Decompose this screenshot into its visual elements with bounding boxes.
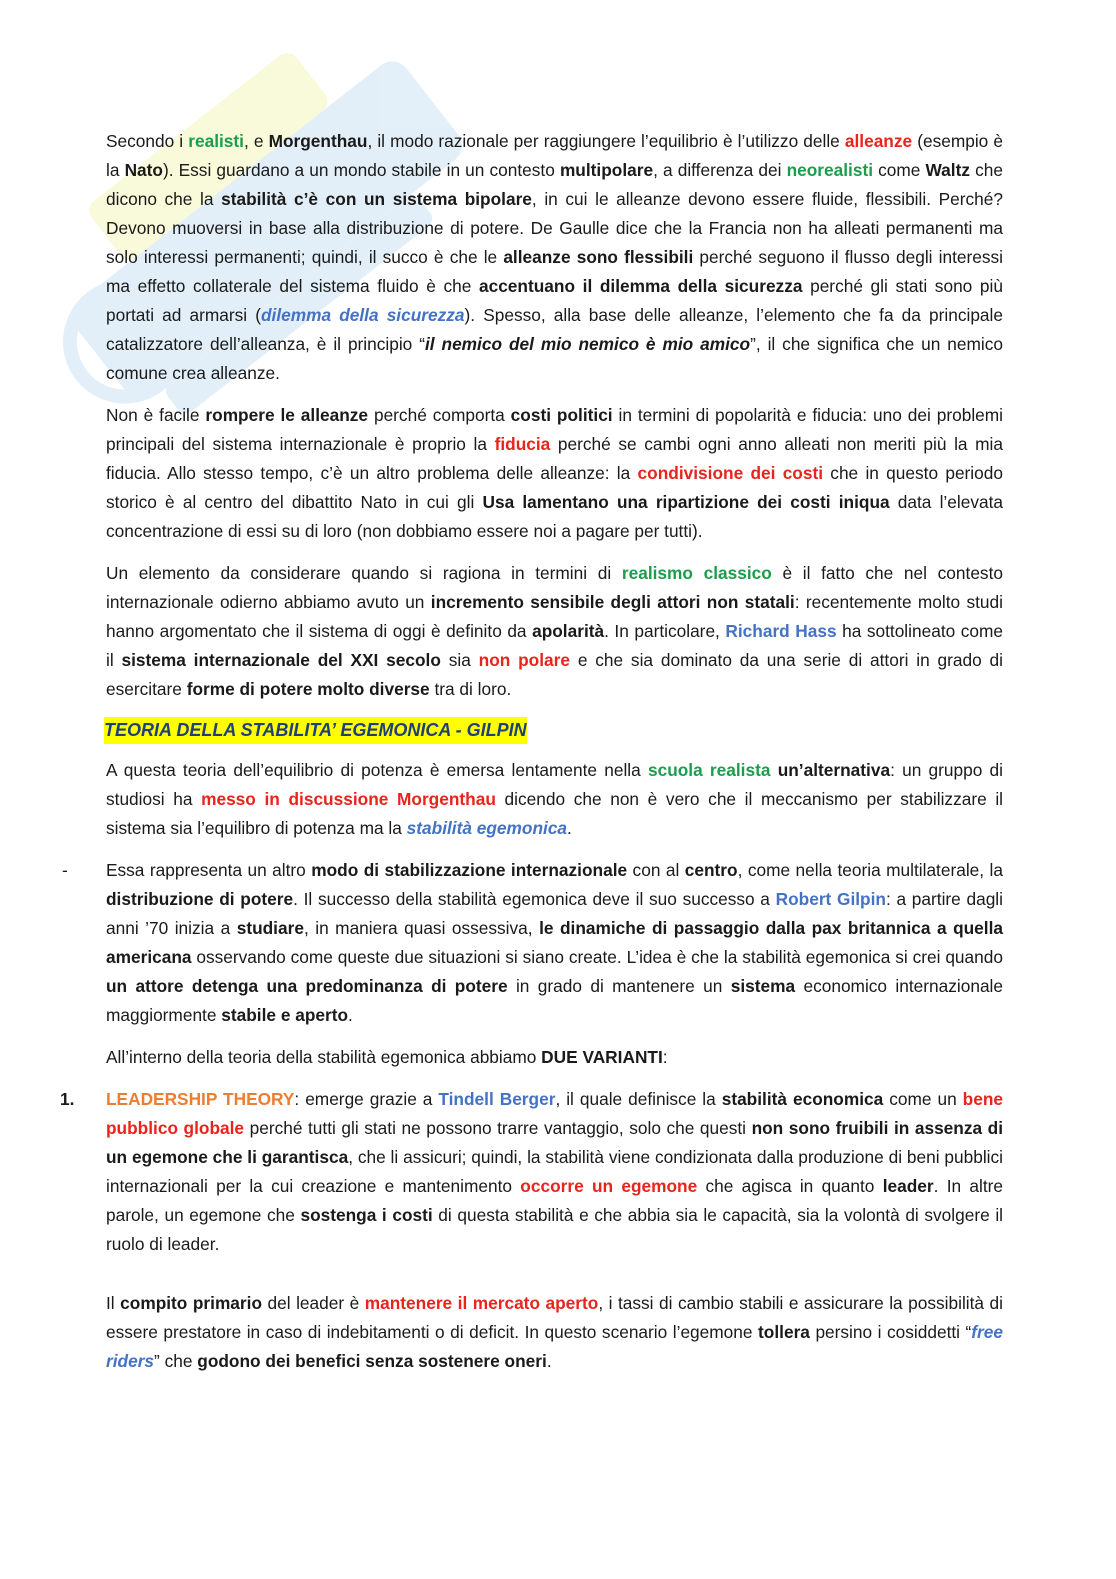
term-distribuzione-potere: distribuzione di potere xyxy=(106,889,294,909)
term-alternativa: un’alternativa xyxy=(777,760,891,780)
term-stabile-aperto: stabile e aperto xyxy=(221,1005,349,1025)
text-run: perché se cambi ogni anno alleati non meriti più la mia fiducia. Allo stesso tempo, c’è un altro problema delle alleanze: la xyxy=(106,434,1003,483)
text-run: All’interno della teoria della stabilità egemonica abbiamo xyxy=(106,1047,542,1067)
term-scuola-realista: scuola realista xyxy=(647,760,771,780)
list-item-1 xyxy=(60,1085,1004,1259)
text-run: ). Essi guardano a un mondo stabile in un contesto xyxy=(162,160,560,180)
paragraph-rompere-alleanze xyxy=(106,401,1003,546)
term-discussione-morgenthau: messo in discussione Morgenthau xyxy=(201,789,496,809)
text-run: . xyxy=(567,818,572,838)
text-run: perché comporta xyxy=(368,405,511,425)
text-run: dicendo che non è vero che il meccanismo per stabilizzare il sistema sia l’equilibro di potenza ma la xyxy=(106,789,1004,838)
term-tindell-berger: Tindell Berger xyxy=(438,1089,556,1109)
text-run: : a partire dagli anni ’70 inizia a xyxy=(106,889,1003,938)
list-marker-number: 1. xyxy=(60,1089,75,1109)
term-predominanza-potere: un attore detenga una predominanza di potere xyxy=(106,976,508,996)
text-run: . In altre parole, un egemone che xyxy=(106,1176,1003,1225)
text-run: e che sia dominato da una serie di attori in grado di esercitare xyxy=(106,650,1003,699)
text-run: Un elemento da considerare quando si ragiona in termini di xyxy=(106,563,622,583)
text-run xyxy=(770,760,777,780)
term-forme-potere: forme di potere molto diverse xyxy=(186,679,430,699)
text-run: Il xyxy=(106,1293,121,1313)
text-run: di questa stabilità e che abbia sia le capacità, sia la volontà di svolgere il ruolo di leader. xyxy=(106,1205,1003,1254)
text-run: ” che xyxy=(154,1351,198,1371)
term-robert-gilpin: Robert Gilpin xyxy=(775,889,886,909)
term-morgenthau: Morgenthau xyxy=(268,131,368,151)
text-run: ). Spesso, alla base delle alleanze, l’elemento che fa da principale catalizzatore dell’alleanza, è il principio “ xyxy=(106,305,1003,354)
paragraph-realismo-classico xyxy=(106,559,1003,704)
term-sostenga-costi: sostenga i costi xyxy=(300,1205,433,1225)
text-run: che agisca in quanto xyxy=(697,1176,883,1196)
text-run: , il modo razionale per raggiungere l’equilibrio è l’utilizzo delle xyxy=(367,131,845,151)
paragraph-due-varianti xyxy=(106,1043,1003,1072)
term-apolarita: apolarità xyxy=(532,621,605,641)
term-modo-stabilizzazione: modo di stabilizzazione internazionale xyxy=(311,860,628,880)
term-stabilita-economica: stabilità economica xyxy=(721,1089,884,1109)
text-run: , il quale definisce la xyxy=(555,1089,722,1109)
term-studiare: studiare xyxy=(236,918,304,938)
term-sistema-bipolare: stabilità c’è con un sistema bipolare xyxy=(221,189,532,209)
quote-nemico: il nemico del mio nemico è mio amico xyxy=(424,334,751,354)
term-dilemma-sicurezza: accentuano il dilemma della sicurezza xyxy=(478,276,803,296)
text-run: : un gruppo di studiosi ha xyxy=(106,760,1003,809)
blank-line xyxy=(106,1272,1003,1289)
text-run: . In particolare, xyxy=(604,621,726,641)
text-run: come xyxy=(873,160,926,180)
paragraph-leadership-theory xyxy=(106,1085,1003,1259)
text-run: sia xyxy=(440,650,479,670)
term-richard-hass: Richard Hass xyxy=(725,621,837,641)
term-free-riders: free riders xyxy=(106,1322,1003,1371)
term-mercato-aperto: mantenere il mercato aperto xyxy=(364,1293,599,1313)
term-rompere-alleanze: rompere le alleanze xyxy=(205,405,369,425)
text-run: con al xyxy=(627,860,685,880)
text-run: : xyxy=(662,1047,668,1067)
term-realismo-classico: realismo classico xyxy=(621,563,772,583)
text-run: persino i cosiddetti “ xyxy=(809,1322,972,1342)
text-run: , i tassi di cambio stabili e assicurare la possibilità di essere prestatore in caso di indebitamenti o di deficit. In questo scenario l’egemone xyxy=(106,1293,1003,1342)
term-compito-primario: compito primario xyxy=(120,1293,263,1313)
term-tollera: tollera xyxy=(758,1322,810,1342)
text-run: che dicono che la xyxy=(106,160,1003,209)
text-run: tra di loro. xyxy=(429,679,512,699)
text-run: ”, il che significa che un nemico comune crea alleanze. xyxy=(106,334,1003,383)
text-run: , come nella teoria multilaterale, la xyxy=(737,860,1003,880)
term-realisti: realisti xyxy=(188,131,244,151)
term-leadership-theory: LEADERSHIP THEORY xyxy=(106,1089,295,1109)
text-run: A questa teoria dell’equilibrio di potenza è emersa lentamente nella xyxy=(106,760,648,780)
term-usa-ripartizione: Usa lamentano una ripartizione dei costi iniqua xyxy=(482,492,890,512)
text-run: del leader è xyxy=(262,1293,365,1313)
text-run: , e xyxy=(243,131,269,151)
text-run: , a differenza dei xyxy=(653,160,787,180)
term-non-fruibili: non sono fruibili in assenza di un egemone che li garantisca xyxy=(106,1118,1004,1167)
text-run: osservando come queste due situazioni si siano create. L’idea è che la stabilità egemonica si crei quando xyxy=(191,947,1003,967)
term-non-polare: non polare xyxy=(478,650,570,670)
text-run: economico internazionale maggiormente xyxy=(106,976,1004,1025)
text-run: . xyxy=(348,1005,353,1025)
text-run: : emerge grazie a xyxy=(294,1089,439,1109)
term-godono-benefici: godono dei benefici senza sostenere oneri xyxy=(197,1351,547,1371)
paragraph-stabilita-egemonica-intro xyxy=(106,756,1003,843)
term-fiducia: fiducia xyxy=(494,434,551,454)
term-waltz: Waltz xyxy=(925,160,970,180)
text-run: è il fatto che nel contesto internazionale odierno abbiamo avuto un xyxy=(106,563,1003,612)
text-run: in grado di mantenere un xyxy=(507,976,731,996)
paragraph-gilpin xyxy=(106,856,1003,1030)
text-run: . xyxy=(546,1351,552,1371)
text-run: , in maniera quasi ossessiva, xyxy=(303,918,540,938)
term-condivisione-costi: condivisione dei costi xyxy=(637,463,824,483)
paragraph-compito-leader xyxy=(106,1289,1003,1376)
term-occorre-egemone: occorre un egemone xyxy=(520,1176,698,1196)
text-run: come un xyxy=(883,1089,963,1109)
text-run: (esempio è la xyxy=(106,131,1003,180)
text-run: : recentemente molto studi hanno argomentato che il sistema di oggi è definito da xyxy=(106,592,1003,641)
paragraph-realisti-alleanze xyxy=(106,127,1003,388)
section-heading: TEORIA DELLA STABILITA’ EGEMONICA - GILPIN xyxy=(104,717,527,744)
term-dilemma-della-sicurezza: dilemma della sicurezza xyxy=(260,305,465,325)
text-run: Non è facile xyxy=(106,405,206,425)
term-stabilita-egemonica: stabilità egemonica xyxy=(406,818,568,838)
text-run: Secondo i xyxy=(106,131,189,151)
term-pax-britannica: le dinamiche di passaggio dalla pax britannica a quella americana xyxy=(106,918,1004,967)
term-centro: centro xyxy=(684,860,738,880)
term-attori-non-statali: incremento sensibile degli attori non statali xyxy=(430,592,795,612)
term-leader: leader xyxy=(882,1176,934,1196)
text-run: , in cui le alleanze devono essere fluide, flessibili. Perché? Devono muoversi in base alla distribuzione di potere. De Gaulle dice che la Francia non ha alleati permanenti ma solo interessi permanenti; quindi, il succo è che le xyxy=(106,189,1003,267)
text-run: perché gli stati sono più portati ad armarsi ( xyxy=(106,276,1003,325)
term-sistema: sistema xyxy=(730,976,796,996)
text-run: , che li assicuri; quindi, la stabilità viene condizionata dalla produzione di beni pubblici internazionali per la cui creazione e mantenimento xyxy=(106,1147,1003,1196)
text-run: perché seguono il flusso degli interessi ma effetto collaterale del sistema fluido è che xyxy=(106,247,1003,296)
term-sistema-xxi: sistema internazionale del XXI secolo xyxy=(121,650,441,670)
document-page xyxy=(60,127,1004,1389)
term-multipolare: multipolare xyxy=(559,160,654,180)
text-run: che in questo periodo storico è al centro del dibattito Nato in cui gli xyxy=(106,463,1003,512)
list-marker-dash: - xyxy=(62,860,68,880)
text-run: ha sottolineato come il xyxy=(106,621,1004,670)
list-item-dash xyxy=(62,856,1004,1030)
term-costi-politici: costi politici xyxy=(510,405,613,425)
term-due-varianti: DUE VARIANTI xyxy=(541,1047,663,1067)
term-bene-pubblico: bene pubblico globale xyxy=(106,1089,1003,1138)
term-neorealisti: neorealisti xyxy=(786,160,874,180)
text-run: perché tutti gli stati ne possono trarre vantaggio, solo che questi xyxy=(244,1118,752,1138)
term-nato: Nato xyxy=(124,160,163,180)
term-alleanze-flessibili: alleanze sono flessibili xyxy=(503,247,694,267)
text-run: in termini di popolarità e fiducia: uno dei problemi principali del sistema internazionale è proprio la xyxy=(106,405,1004,454)
text-run: . Il successo della stabilità egemonica deve il suo successo a xyxy=(293,889,776,909)
text-run: data l’elevata concentrazione di essi su di loro (non dobbiamo essere noi a pagare per tutti). xyxy=(106,492,1003,541)
term-alleanze: alleanze xyxy=(844,131,913,151)
text-run: Essa rappresenta un altro xyxy=(106,860,312,880)
